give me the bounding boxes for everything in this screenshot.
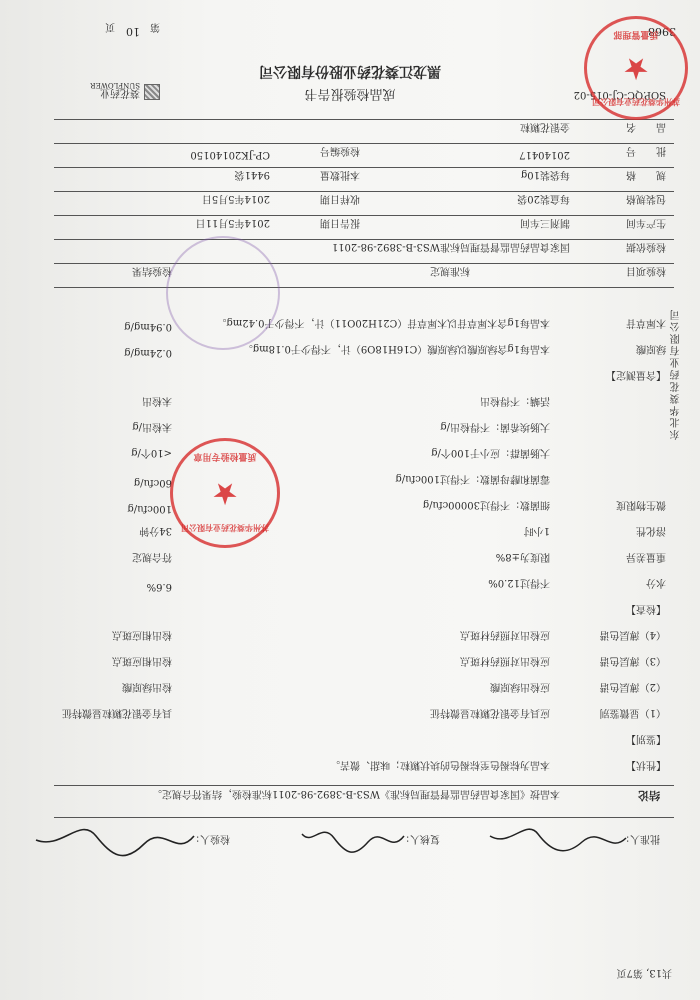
standard-text: 应检出绿原酸 [490, 681, 550, 692]
test-stamp-text: 苏州华葵花药业有限公司 [181, 523, 269, 533]
reviewer-label: 复核人： [400, 833, 440, 844]
basis-value: 国家食品药品监督管理局标准WS3-B-3892-98-2011 [331, 241, 570, 252]
result-text: 具有金银花颗粒显微特征 [62, 707, 172, 718]
page-unit: 页 [105, 21, 115, 32]
result-text: 6.6% [146, 581, 172, 592]
side-note: 东北华葵花药业有限公司 [671, 308, 682, 440]
result-text: 100cfu/g [127, 503, 172, 514]
standard-text: 本品为棕褐色至棕褐色的块状颗粒；味甜、微苦。 [330, 759, 550, 770]
inspector-signature [30, 818, 200, 862]
basis-label: 检验依据 [626, 241, 666, 252]
inspector-label: 检验人： [190, 833, 230, 844]
test-item: 【检查】 [626, 603, 666, 614]
page-label: 第 [150, 21, 160, 32]
report-no-value: CP-JK20140150 [190, 149, 270, 160]
test-stamp-sub: 质量检验专用章 [193, 451, 257, 461]
result-text: 检出绿原酸 [122, 681, 172, 692]
faint-company-stamp [166, 236, 280, 350]
product-value: 金银花颗粒 [520, 121, 570, 132]
test-item: 溶化性 [636, 525, 666, 536]
test-special-stamp [170, 438, 280, 548]
test-item: 重量差异 [626, 551, 666, 562]
standard-text: 大肠菌群：应小于100个/g [431, 447, 550, 458]
result-text: 未检出/g [132, 421, 172, 432]
conclusion-text: 本品按《国家食品药品监督管理局标准》WS3-B-3892-98-2011标准检验，结果符合规定。 [151, 788, 560, 799]
report-date-label: 报告日期 [320, 217, 360, 228]
batch-value: 20140417 [519, 149, 570, 160]
result-text: 检出相应斑点 [112, 655, 172, 666]
qc-stamp-text: 苏州华葵花药业有限公司 [592, 97, 680, 107]
test-item: 绿原酸 [636, 343, 666, 354]
test-item: 【含量测定】 [606, 369, 666, 380]
standard-text: 大肠埃希菌：不得检出/g [440, 421, 550, 432]
standard-text: 应检出对照药材斑点 [460, 655, 550, 666]
test-item: 微生物限度 [616, 499, 666, 510]
quantity-label: 本批数量 [320, 169, 360, 180]
standard-text: 活螨：不得检出 [480, 395, 550, 406]
test-item: 【性状】 [626, 759, 666, 770]
document-code: SOP.QC-CJ-015-02 [573, 89, 666, 100]
approver-signature [480, 818, 630, 858]
test-item: （3）薄层色谱 [599, 655, 666, 666]
production-unit-value: 制剂三车间 [520, 217, 570, 228]
conclusion-label: 结论 [638, 789, 660, 802]
test-item: （1）显微鉴别 [599, 707, 666, 718]
company-name: 黑龙江葵花药业股份有限公司 [259, 63, 441, 79]
test-item: 木犀草苷 [626, 317, 666, 328]
standard-text: 细菌数：不得过30000cfu/g [422, 499, 550, 510]
qc-stamp-sub: 质量管理部 [613, 29, 659, 39]
item-column-header: 检验项目 [626, 265, 666, 276]
spec-value: 每袋装10g [520, 169, 570, 180]
standard-column-header: 标准规定 [430, 265, 470, 276]
reviewer-signature [298, 820, 408, 860]
batch-label: 批 号 [626, 145, 666, 156]
receipt-date-label: 收样日期 [320, 193, 360, 204]
star-icon: ★ [622, 50, 650, 86]
qc-department-stamp [584, 16, 688, 120]
page-count: 共13, 第7页 [616, 967, 672, 978]
result-text: 检出相应斑点 [112, 629, 172, 640]
archive-number: 3968 [648, 25, 676, 38]
product-label: 品 名 [626, 121, 666, 132]
test-item: （2）薄层色谱 [599, 681, 666, 692]
package-label: 包装规格 [626, 193, 666, 204]
test-item: （4）薄层色谱 [599, 629, 666, 640]
result-column-header: 检验结果 [132, 265, 172, 276]
page-number: 10 [126, 25, 140, 38]
company-logo-icon [144, 84, 160, 100]
spec-label: 规 格 [626, 169, 666, 180]
standard-text: 霉菌和酵母菌数：不得过100cfu/g [395, 473, 550, 484]
star-icon: ★ [211, 475, 239, 511]
standard-text: 本品每1g含木犀草苷以木犀草苷（C21H20O11）计，不得少于0.42mg。 [216, 317, 550, 328]
standard-text: 不得过12.0% [488, 577, 550, 588]
standard-text: 应具有金银花颗粒显微特征 [430, 707, 550, 718]
test-item: 水分 [646, 577, 666, 588]
standard-text: 应检出对照药材斑点 [460, 629, 550, 640]
production-unit-label: 生产车间 [626, 217, 666, 228]
standard-text: 本品每1g含绿原酸以绿原酸（C16H18O9）计，不得少于0.18mg。 [242, 343, 550, 354]
standard-text: 限度为±8% [495, 551, 550, 562]
test-item: 【鉴别】 [626, 733, 666, 744]
result-text: 符合规定 [132, 551, 172, 562]
report-title: 成品检验报告书 [304, 86, 396, 101]
report-date-value: 2014年5月11日 [195, 217, 270, 228]
result-text: <10个/g [131, 447, 172, 458]
approver-label: 批准人： [620, 833, 660, 844]
logo-subtext: SUNFLOWER [90, 81, 140, 89]
result-text: 0.24mg/g [124, 347, 172, 358]
result-text: 0.94mg/g [124, 321, 172, 332]
receipt-date-value: 2014年5月5日 [201, 193, 270, 204]
quantity-value: 9441袋 [234, 169, 270, 180]
result-text: 34分钟 [139, 525, 172, 536]
result-text: 60cfu/g [133, 477, 172, 488]
logo-text: 葵花药业 [100, 87, 140, 98]
package-value: 每盒装20袋 [517, 193, 570, 204]
standard-text: 1小时 [523, 525, 550, 536]
result-text: 未检出 [142, 395, 172, 406]
report-no-label: 检验编号 [320, 145, 360, 156]
